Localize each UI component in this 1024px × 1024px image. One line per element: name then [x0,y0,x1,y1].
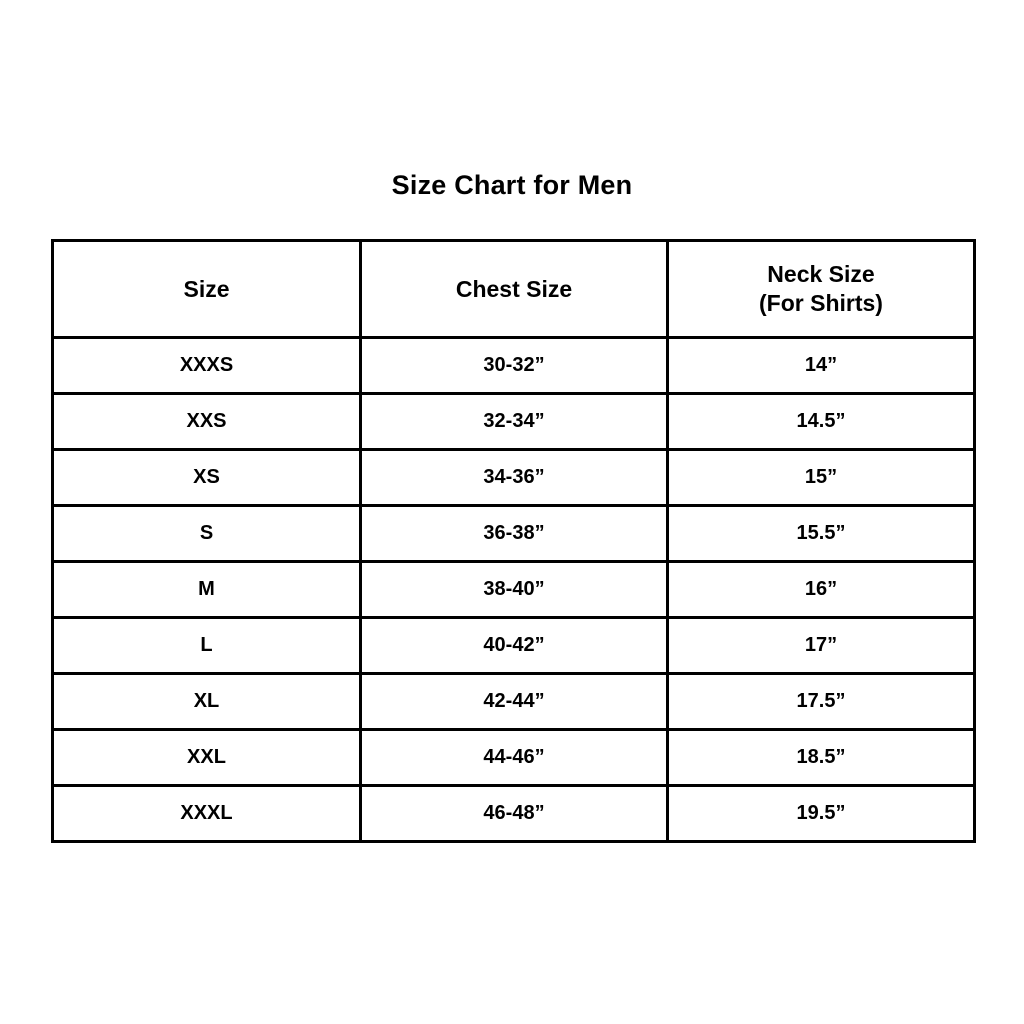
cell-size: XXL [53,730,361,786]
cell-chest: 34-36” [361,450,668,506]
cell-neck: 16” [668,562,975,618]
column-header-neck [668,241,975,338]
table-body [53,338,975,842]
cell-size: XXXL [53,786,361,842]
cell-chest: 32-34” [361,394,668,450]
cell-neck: 14.5” [668,394,975,450]
table-header-row [53,241,975,338]
table-row [53,618,975,674]
table-row [53,786,975,842]
table-row [53,730,975,786]
cell-size: XXXS [53,338,361,394]
cell-size: M [53,562,361,618]
column-header-neck-line2: (For Shirts) [759,290,883,316]
table-row [53,394,975,450]
table-row [53,674,975,730]
cell-chest: 40-42” [361,618,668,674]
column-header-chest: Chest Size [361,241,668,338]
cell-chest: 44-46” [361,730,668,786]
cell-neck: 18.5” [668,730,975,786]
table-row [53,338,975,394]
cell-neck: 17.5” [668,674,975,730]
cell-neck: 19.5” [668,786,975,842]
cell-neck: 14” [668,338,975,394]
cell-chest: 38-40” [361,562,668,618]
page-title: Size Chart for Men [391,170,633,200]
cell-size: XXS [53,394,361,450]
table-row [53,450,975,506]
cell-size: XL [53,674,361,730]
cell-neck: 17” [668,618,975,674]
table-row [53,562,975,618]
column-header-neck-line1: Neck Size [767,261,875,288]
cell-chest: 42-44” [361,674,668,730]
column-header-size: Size [53,241,361,338]
cell-chest: 30-32” [361,338,668,394]
cell-size: L [53,618,361,674]
cell-chest: 36-38” [361,506,668,562]
cell-chest: 46-48” [361,786,668,842]
table-header [53,241,975,338]
table-row [53,506,975,562]
size-chart-table [51,239,976,843]
cell-neck: 15” [668,450,975,506]
cell-size: S [53,506,361,562]
cell-neck: 15.5” [668,506,975,562]
cell-size: XS [53,450,361,506]
